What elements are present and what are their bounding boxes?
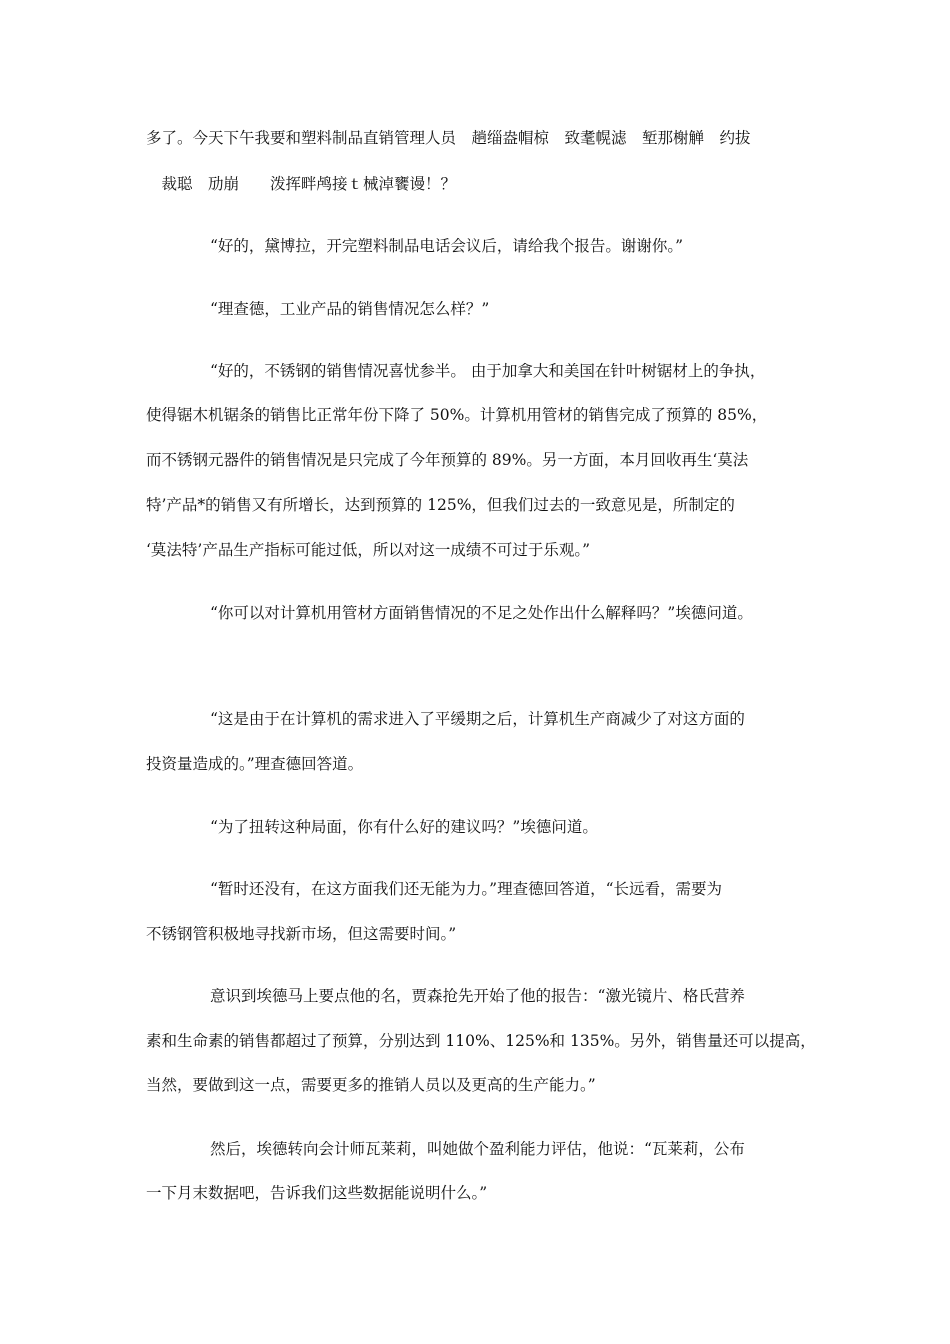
text-line: 使得锯木机锯条的销售比正常年份下降了 50%。计算机用管材的销售完成了预算的 85%， bbox=[146, 406, 768, 424]
text-line: 然后，埃德转向会计师瓦莱莉，叫她做个盈利能力评估，他说：“瓦莱莉，公布 bbox=[210, 1140, 745, 1158]
text-line: 一下月末数据吧，告诉我们这些数据能说明什么。” bbox=[146, 1184, 488, 1202]
text-line: “为了扭转这种局面，你有什么好的建议吗？”埃德问道。 bbox=[210, 818, 598, 836]
text-line: 裁聪 劢崩 泼挥畔鸬接ｔ械淖饔谩！？ bbox=[146, 175, 457, 193]
text-line: 多了。今天下午我要和塑料制品直销管理人员 趟缁盎帽椋 致耄幌滤 堑那榭觯 约拔 bbox=[146, 129, 751, 147]
text-line: 当然，要做到这一点，需要更多的推销人员以及更高的生产能力。” bbox=[146, 1076, 596, 1094]
text-line: 投资量造成的。”理查德回答道。 bbox=[146, 755, 364, 773]
text-line: 而不锈钢元器件的销售情况是只完成了今年预算的 89%。另一方面，本月回收再生‘莫法 bbox=[146, 451, 749, 469]
text-line: “你可以对计算机用管材方面销售情况的不足之处作出什么解释吗？”埃德问道。 bbox=[210, 604, 753, 622]
text-line: 不锈钢管积极地寻找新市场，但这需要时间。” bbox=[146, 925, 457, 943]
text-line: “这是由于在计算机的需求进入了平缓期之后，计算机生产商减少了对这方面的 bbox=[210, 710, 745, 728]
text-line: “暂时还没有，在这方面我们还无能为力。”理查德回答道，“长远看，需要为 bbox=[210, 880, 723, 898]
text-line: “好的，黛博拉，开完塑料制品电话会议后，请给我个报告。谢谢你。” bbox=[210, 237, 684, 255]
text-line: 特’产品*的销售又有所增长，达到预算的 125%，但我们过去的一致意见是，所制定的 bbox=[146, 496, 735, 514]
text-line: 意识到埃德马上要点他的名，贾森抢先开始了他的报告：“激光镜片、格氏营养 bbox=[210, 987, 745, 1005]
text-line: ‘莫法特’产品生产指标可能过低，所以对这一成绩不可过于乐观。” bbox=[146, 541, 591, 559]
text-line: 素和生命素的销售都超过了预算，分别达到 110%、125%和 135%。另外，销售量还可以提高， bbox=[146, 1032, 816, 1050]
text-line: “好的，不锈钢的销售情况喜忧参半。 由于加拿大和美国在针叶树锯材上的争执， bbox=[210, 362, 766, 380]
text-line: “理查德，工业产品的销售情况怎么样？” bbox=[210, 300, 490, 318]
